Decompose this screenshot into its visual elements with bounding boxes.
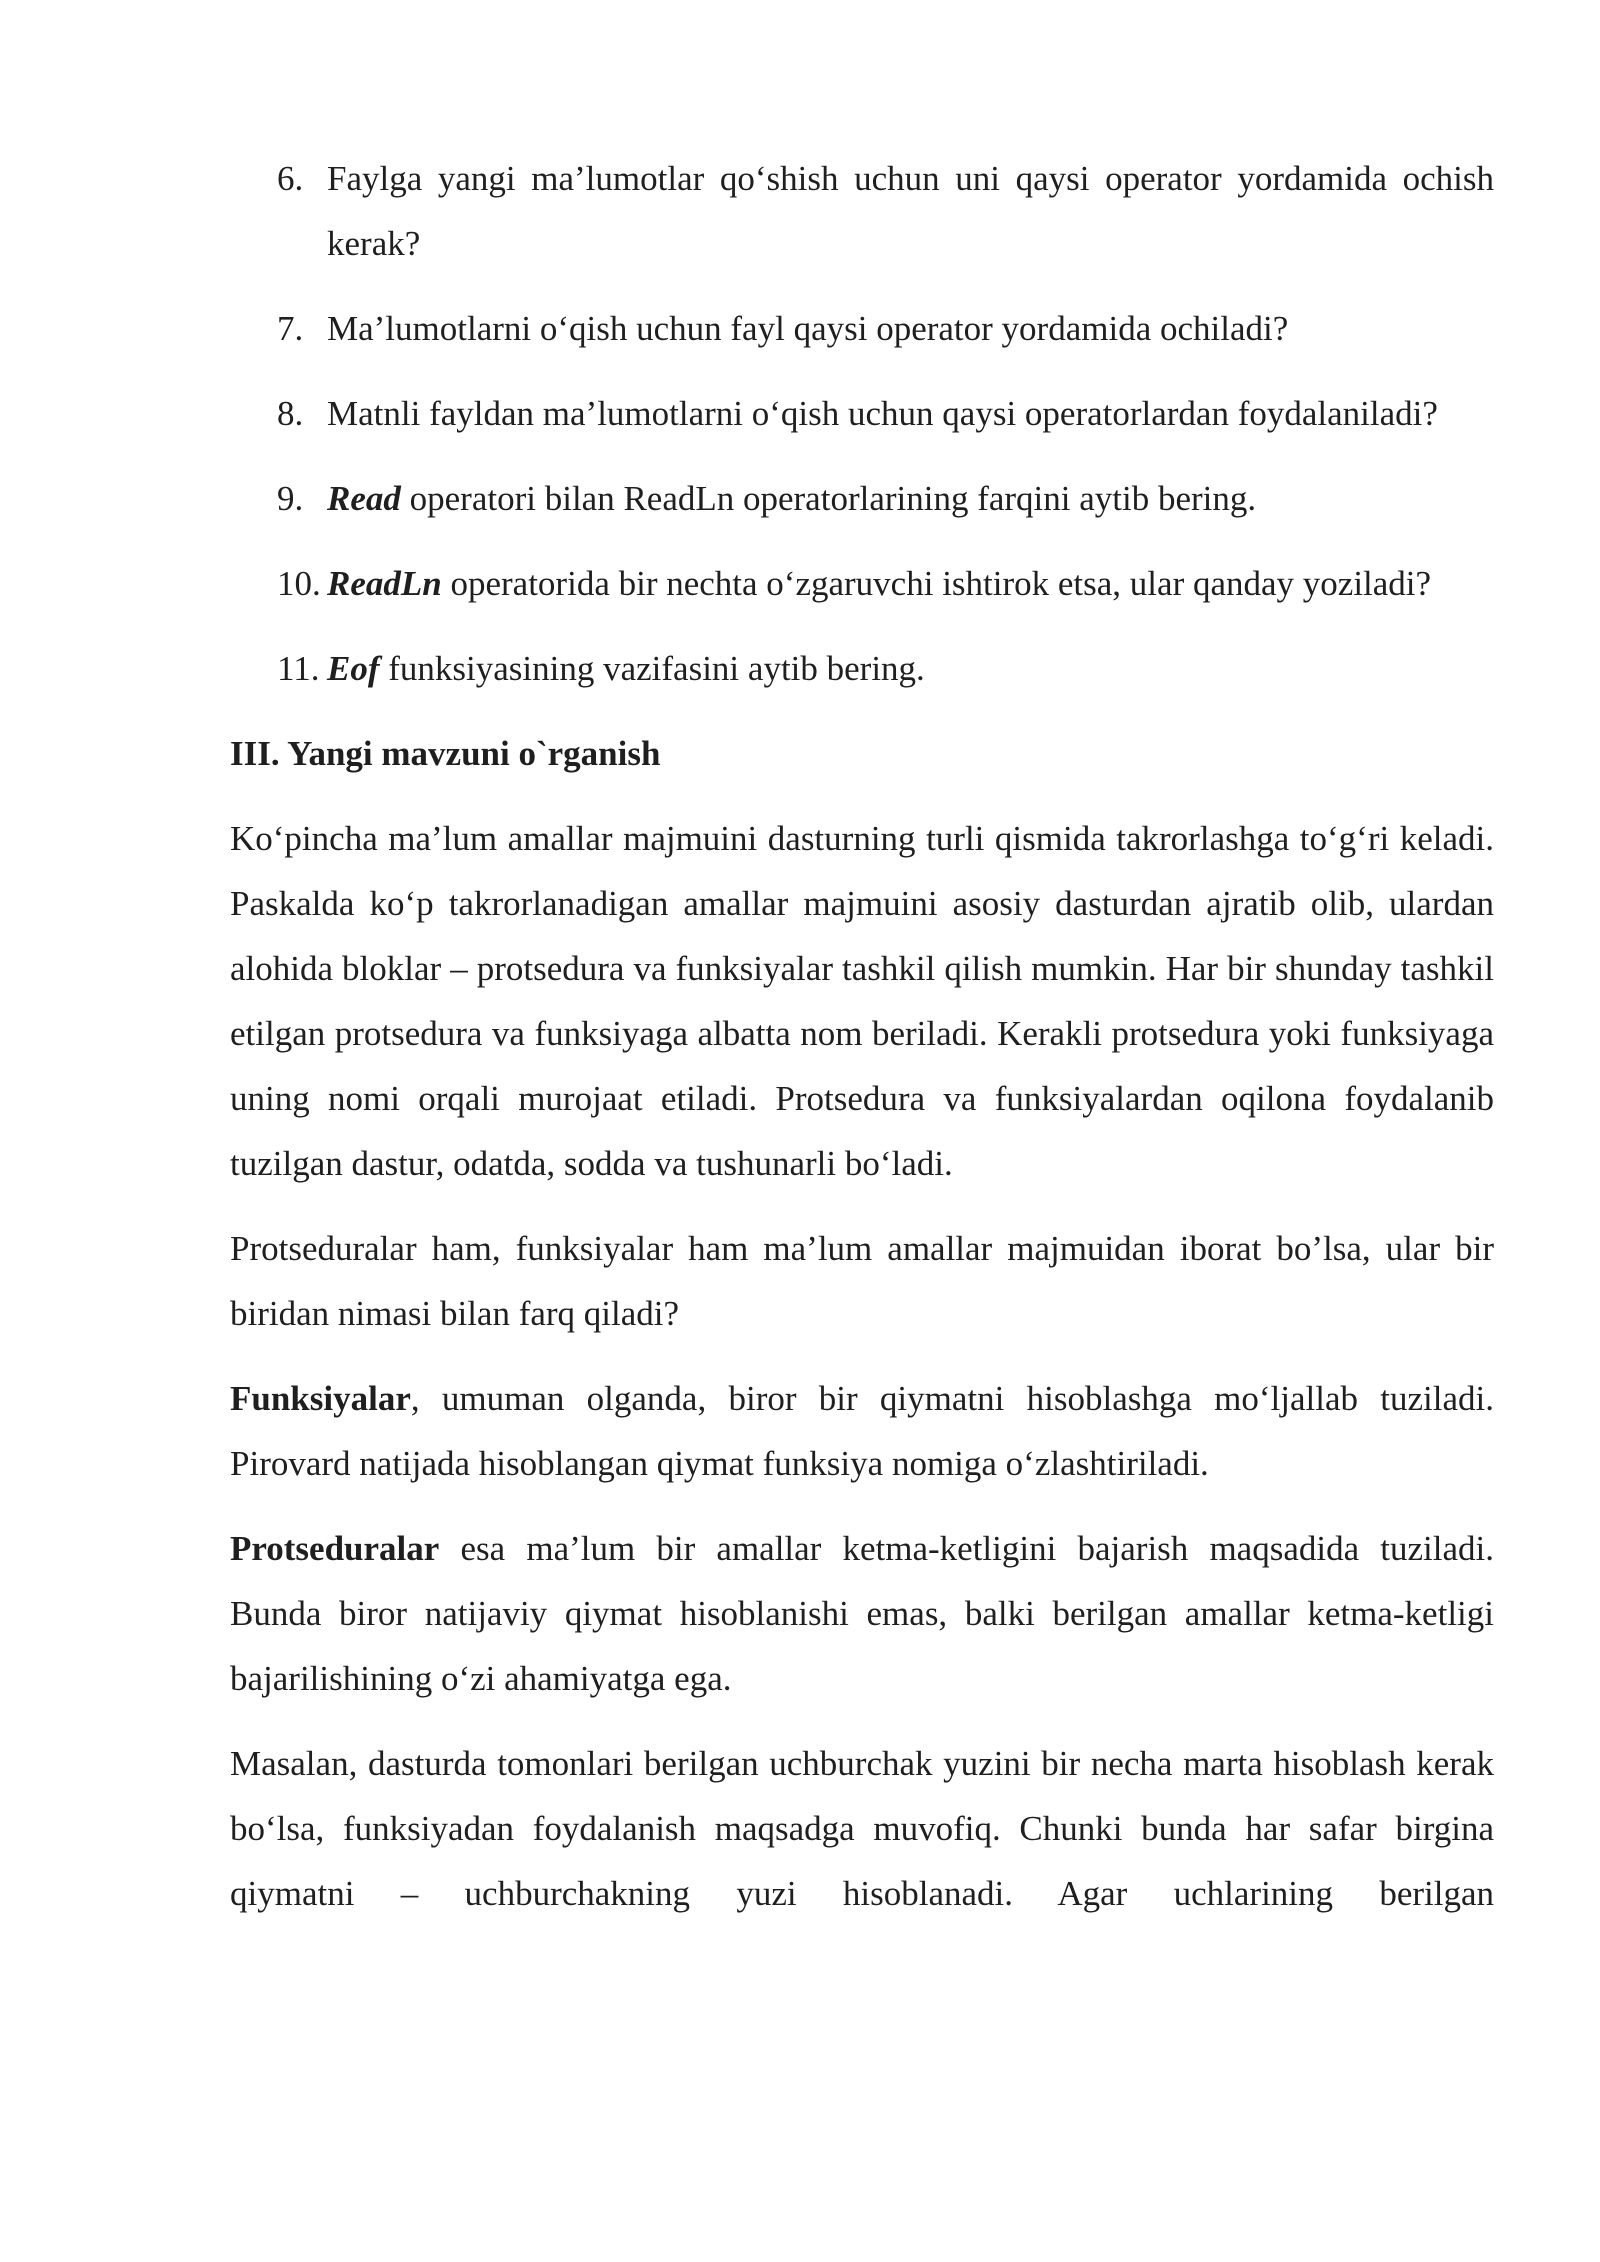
question-number: 10. <box>277 564 321 603</box>
paragraph-functions <box>230 1366 1494 1496</box>
paragraph-example: Masalan, dasturda tomonlari berilgan uchburchak yuzini bir necha marta hisoblash kerak bo‘lsa, funksiyadan foydalanish maqsadga muvofiq. Chunki bunda har safar birgina qiymatni – uchburchakning yuzi hisoblanadi. Agar uchlarining berilgan <box>230 1744 1494 1913</box>
paragraph-procedures <box>230 1516 1494 1711</box>
question-text: Faylga yangi ma’lumotlar qo‘shish uchun uni qaysi operator yordamida ochish kerak? <box>327 159 1494 263</box>
term-procedures: Protseduralar <box>230 1529 440 1568</box>
question-text: operatorida bir nechta o‘zgaruvchi ishtirok etsa, ular qanday yoziladi? <box>441 564 1432 603</box>
question-text: Ma’lumotlarni o‘qish uchun fayl qaysi operator yordamida ochiladi? <box>327 309 1289 348</box>
question-number: 11. <box>277 649 320 688</box>
paragraph-question: Protseduralar ham, funksiyalar ham ma’lum amallar majmuidan iborat bo’lsa, ular bir biridan nimasi bilan farq qiladi? <box>230 1229 1494 1333</box>
question-item <box>230 551 1494 616</box>
question-item <box>230 636 1494 701</box>
paragraph-functions-text: , umuman olganda, biror bir qiymatni hisoblashga mo‘ljallab tuziladi. Pirovard natijada hisoblangan qiymat funksiya nomiga o‘zlashtiriladi. <box>230 1379 1494 1483</box>
question-text: funksiyasining vazifasini aytib bering. <box>379 649 925 688</box>
paragraph-intro: Ko‘pincha ma’lum amallar majmuini dasturning turli qismida takrorlashga to‘g‘ri keladi. Paskalda ko‘p takrorlanadigan amallar majmuini asosiy dasturdan ajratib olib, ulardan alohida bloklar – protsedura va funksiyalar tashkil qilish mumkin. Har bir shunday tashkil etilgan protsedura va funksiyaga albatta nom beriladi. Kerakli protsedura yoki funksiyaga uning nomi orqali murojaat etiladi. Protsedura va funksiyalardan oqilona foydalanib tuzilgan dastur, odatda, sodda va tushunarli bo‘ladi. <box>230 819 1494 1183</box>
question-number: 9. <box>277 479 304 518</box>
question-number: 8. <box>277 394 304 433</box>
question-text: operatori bilan ReadLn operatorlarining farqini aytib bering. <box>400 479 1257 518</box>
question-item <box>230 381 1494 446</box>
question-text: Matnli fayldan ma’lumotlarni o‘qish uchun qaysi operatorlardan foydalaniladi? <box>327 394 1438 433</box>
question-item <box>230 466 1494 531</box>
question-item <box>230 146 1494 276</box>
section-heading: III. Yangi mavzuni o`rganish <box>230 734 661 773</box>
question-number: 6. <box>277 159 304 198</box>
term-functions: Funksiyalar <box>230 1379 411 1418</box>
paragraph-procedures-text: esa ma’lum bir amallar ketma-ketligini bajarish maqsadida tuziladi. Bunda biror natijaviy qiymat hisoblanishi emas, balki berilgan amallar ketma-ketligi bajarilishining o‘zi ahamiyatga ega. <box>230 1529 1494 1698</box>
question-keyword: Eof <box>327 649 380 688</box>
document-page <box>230 146 1494 1946</box>
question-item <box>230 296 1494 361</box>
question-keyword: ReadLn <box>327 564 442 603</box>
question-list <box>230 146 1494 701</box>
question-keyword: Read <box>327 479 401 518</box>
question-number: 7. <box>277 309 304 348</box>
